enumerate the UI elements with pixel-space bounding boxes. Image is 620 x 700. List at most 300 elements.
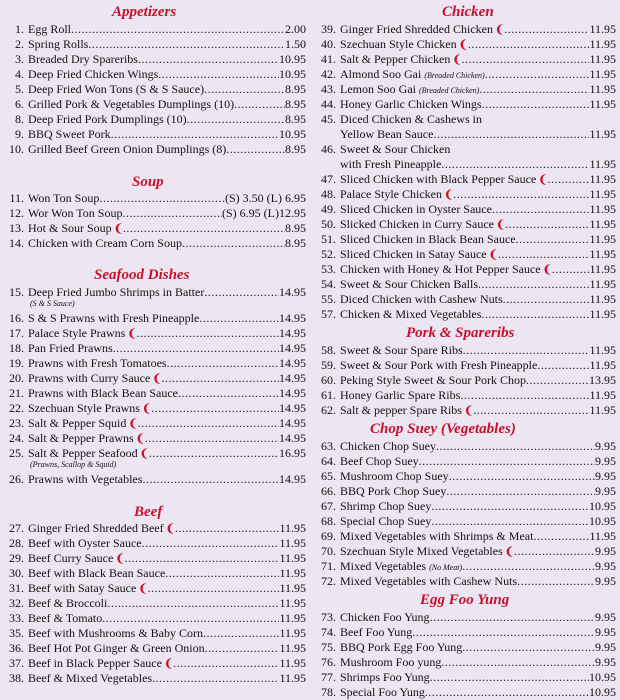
item-price: 10.95: [279, 67, 306, 81]
item-name: Wor Won Ton Soup: [28, 206, 123, 220]
item-name: Hot & Sour Soup: [28, 221, 112, 235]
dot-leader: [99, 191, 225, 205]
item-number: 3.: [15, 52, 24, 66]
item-price: 2.00: [285, 22, 306, 36]
chili-pepper-icon: ❨: [139, 448, 149, 460]
item-name: Diced Chicken & Cashews in: [340, 112, 482, 126]
item-name: Chicken Foo Yung: [340, 610, 430, 624]
menu-item: [0, 626, 306, 640]
item-number: 5.: [15, 82, 24, 96]
dot-leader: [142, 536, 280, 550]
item-name: Honey Garlic Spare Ribs: [340, 388, 461, 402]
item-price: 11.95: [589, 157, 616, 171]
menu-item: [0, 356, 306, 370]
menu-item: [314, 574, 616, 588]
item-name: S & S Prawns with Fresh Pineapple: [28, 311, 200, 325]
item-price: 8.95: [285, 142, 306, 156]
dot-leader: [175, 521, 280, 535]
item-price: 10.95: [589, 670, 616, 684]
item-price: 11.95: [589, 172, 616, 186]
item-price: 9.95: [595, 574, 616, 588]
menu-item: [314, 544, 616, 559]
dot-leader: [498, 247, 590, 261]
item-name: Won Ton Soup: [28, 191, 100, 205]
item-name: Mixed Vegetables with Cashew Nuts: [340, 574, 518, 588]
item-number: 60.: [321, 373, 336, 387]
menu-item: [0, 142, 306, 156]
dot-leader: [165, 566, 279, 580]
chili-pepper-icon: ❨: [452, 54, 462, 66]
item-price: 9.95: [595, 439, 616, 453]
item-number: 72.: [321, 574, 336, 588]
item-name: Palace Style Chicken: [340, 187, 442, 201]
item-price: 10.95: [279, 52, 306, 66]
item-number: 66.: [321, 484, 336, 498]
item-price: 11.95: [279, 536, 306, 550]
item-number: 58.: [321, 343, 336, 357]
item-name: Sliced Chicken in Satay Sauce: [340, 247, 487, 261]
menu-item: [314, 655, 616, 669]
dot-leader: [173, 656, 279, 670]
item-price: 11.95: [279, 566, 306, 580]
item-price: 14.95: [279, 431, 306, 445]
menu-item: [314, 625, 616, 639]
dot-leader: [533, 529, 589, 543]
menu-item: [314, 439, 616, 453]
item-number: 6.: [15, 97, 24, 111]
chili-pepper-icon: ❨: [128, 418, 138, 430]
dot-leader: [71, 22, 285, 36]
menu-item: [314, 67, 616, 83]
item-name: Chicken with Honey & Hot Pepper Sauce: [340, 262, 541, 276]
item-price: 8.95: [285, 236, 306, 250]
item-price: 10.95: [279, 127, 306, 141]
item-number: 24.: [9, 431, 24, 445]
menu-item: [314, 187, 616, 202]
item-number: 29.: [9, 551, 24, 565]
dot-leader: [481, 307, 589, 321]
dot-leader: [548, 172, 590, 186]
item-price: 9.95: [595, 610, 616, 624]
dot-leader: [204, 285, 279, 299]
item-name: BBQ Pork Chop Suey: [340, 484, 447, 498]
chili-pepper-icon: ❨: [152, 373, 162, 385]
dot-leader: [145, 431, 279, 445]
menu-item: [314, 277, 616, 291]
dot-leader: [473, 403, 589, 417]
dot-leader: [203, 626, 279, 640]
item-subnote: (No Meat): [429, 563, 463, 572]
item-subnote: (Breaded Chicken): [419, 86, 480, 95]
item-number: 64.: [321, 454, 336, 468]
menu-item: [0, 566, 306, 580]
item-number: 57.: [321, 307, 336, 321]
item-number: 59.: [321, 358, 336, 372]
item-name: Beef & Broccoli: [28, 596, 108, 610]
item-number: 9.: [15, 127, 24, 141]
menu-item: [0, 82, 306, 96]
item-name: Diced Chicken with Cashew Nuts: [340, 292, 503, 306]
menu-item: [0, 472, 306, 486]
item-price: 11.95: [589, 247, 616, 261]
item-name: Grilled Pork & Vegetables Dumplings (10): [28, 97, 235, 111]
menu-item: [0, 671, 306, 685]
item-name: Beef Chop Suey: [340, 454, 419, 468]
item-name: Chicken & Mixed Vegetables: [340, 307, 482, 321]
dot-leader: [526, 373, 589, 387]
item-number: 12.: [9, 206, 24, 220]
item-number: 65.: [321, 469, 336, 483]
menu-item: [314, 97, 616, 111]
item-price: 11.95: [279, 626, 306, 640]
chili-pepper-icon: ❨: [127, 328, 137, 340]
item-name: Almond Soo Gai: [340, 67, 422, 81]
dot-leader: [463, 343, 590, 357]
item-name: Slicked Chicken in Curry Sauce: [340, 217, 494, 231]
item-name: Salt & Pepper Prawns: [28, 431, 134, 445]
item-number: 21.: [9, 386, 24, 400]
dot-leader: [433, 127, 589, 141]
dot-leader: [419, 454, 595, 468]
item-number: 15.: [9, 285, 24, 299]
chili-pepper-icon: ❨: [488, 249, 498, 261]
item-number: 2.: [15, 37, 24, 51]
chili-pepper-icon: ❨: [504, 546, 514, 558]
menu-item: [314, 499, 616, 513]
menu-item: [314, 172, 616, 187]
item-price: 9.95: [595, 625, 616, 639]
item-number: 44.: [321, 97, 336, 111]
dot-leader: [503, 292, 590, 306]
menu-item: [0, 596, 306, 610]
item-name: Deep Fried Jumbo Shrimps in Batter: [28, 285, 205, 299]
menu-item: [314, 640, 616, 654]
item-price: 11.95: [589, 343, 616, 357]
dot-leader: [441, 157, 589, 171]
dot-leader: [479, 82, 589, 96]
item-name: Beef Curry Sauce: [28, 551, 114, 565]
item-name: Szechuan Style Prawns: [28, 401, 140, 415]
dot-leader: [158, 67, 279, 81]
menu-item: [0, 311, 306, 325]
menu-item: [314, 157, 616, 171]
chili-pepper-icon: ❨: [115, 553, 125, 565]
item-price: 10.95: [589, 685, 616, 699]
item-name: Peking Style Sweet & Sour Pork Chop: [340, 373, 527, 387]
item-number: 43.: [321, 82, 336, 96]
item-name: Beef with Oyster Sauce: [28, 536, 142, 550]
dot-leader: [226, 142, 285, 156]
item-number: 16.: [9, 311, 24, 325]
item-price: (S) 3.50 (L) 6.95: [225, 191, 306, 205]
item-name: Deep Fried Pork Dumplings (10): [28, 112, 187, 126]
dot-leader: [107, 596, 279, 610]
menu-item: [314, 559, 616, 575]
item-name: Beef & Mixed Vegetables: [28, 671, 153, 685]
section-heading-chop-suey-vegetables: Chop Suey (Vegetables): [370, 421, 516, 437]
dot-leader: [182, 236, 285, 250]
item-number: 49.: [321, 202, 336, 216]
item-price: 11.95: [589, 22, 616, 36]
item-name: Sliced Chicken with Black Pepper Sauce: [340, 172, 537, 186]
item-name: Breaded Dry Spareribs: [28, 52, 138, 66]
section-heading-egg-foo-yung: Egg Foo Yung: [420, 592, 510, 608]
dot-leader: [431, 514, 589, 528]
item-number: 52.: [321, 247, 336, 261]
item-price: 11.95: [589, 262, 616, 276]
item-name: BBQ Pork Egg Foo Yung: [340, 640, 463, 654]
item-price: 14.95: [279, 416, 306, 430]
menu-item: [314, 202, 616, 216]
menu-item: [0, 551, 306, 566]
item-name: Grilled Beef Green Onion Dumplings (8): [28, 142, 227, 156]
item-number: 11.: [9, 191, 24, 205]
item-number: 28.: [9, 536, 24, 550]
item-name: Egg Roll: [28, 22, 72, 36]
chili-pepper-icon: ❨: [163, 658, 174, 670]
item-price: 11.95: [279, 611, 306, 625]
item-price: 8.95: [285, 82, 306, 96]
item-price: 9.95: [595, 544, 616, 558]
item-name: Special Foo Yung: [340, 685, 425, 699]
dot-leader: [516, 232, 590, 246]
item-price: 9.95: [595, 640, 616, 654]
item-number: 47.: [321, 172, 336, 186]
item-name: Prawns with Fresh Tomatoes: [28, 356, 167, 370]
menu-item: [0, 341, 306, 355]
menu-item: [0, 326, 306, 341]
item-price: 10.95: [589, 514, 616, 528]
chili-pepper-icon: ❨: [495, 219, 506, 231]
item-number: 38.: [9, 671, 24, 685]
menu-item: [314, 127, 616, 141]
dot-leader: [441, 655, 595, 669]
chili-pepper-icon: ❨: [463, 405, 474, 417]
item-name: Mushroom Chop Suey: [340, 469, 449, 483]
dot-leader: [142, 472, 279, 486]
dot-leader: [436, 439, 595, 453]
menu-item: [0, 581, 306, 596]
item-price: 11.95: [589, 82, 616, 96]
menu-item: [314, 469, 616, 483]
item-name: Shrimp Chop Suey: [340, 499, 432, 513]
menu-item: [314, 247, 616, 262]
item-name: Szechuan Style Mixed Vegetables: [340, 544, 503, 558]
dot-leader: [449, 469, 595, 483]
dot-leader: [187, 112, 285, 126]
item-price: 11.95: [589, 277, 616, 291]
menu-item: [314, 142, 616, 156]
item-name: Beef Hot Pot Ginger & Green Onion: [28, 641, 205, 655]
menu-item: [314, 514, 616, 528]
item-name: Beef Foo Yung: [340, 625, 413, 639]
chili-pepper-icon: ❨: [138, 583, 148, 595]
item-number: 22.: [9, 401, 24, 415]
item-price: (S) 6.95 (L)12.95: [222, 206, 306, 220]
menu-item: [0, 446, 306, 461]
item-number: 18.: [9, 341, 24, 355]
menu-item: [0, 536, 306, 550]
item-name: Beef & Tomato: [28, 611, 103, 625]
item-number: 48.: [321, 187, 336, 201]
item-number: 20.: [9, 371, 24, 385]
dot-leader: [478, 277, 589, 291]
dot-leader: [148, 581, 280, 595]
item-number: 61.: [321, 388, 336, 402]
dot-leader: [113, 341, 279, 355]
dot-leader: [425, 685, 589, 699]
item-price: 11.95: [279, 641, 306, 655]
item-number: 17.: [9, 326, 24, 340]
item-name: Salt & pepper Spare Ribs: [340, 403, 462, 417]
item-name: Salt & Pepper Chicken: [340, 52, 451, 66]
chili-pepper-icon: ❨: [141, 403, 152, 415]
item-price: 11.95: [589, 67, 616, 81]
menu-item: [0, 67, 306, 81]
menu-item: [0, 386, 306, 400]
item-price: 14.95: [279, 356, 306, 370]
menu-item: [314, 52, 616, 67]
item-note: (Prawns, Scallop & Squid): [30, 460, 117, 469]
item-name: Sweet & Sour Spare Ribs: [340, 343, 463, 357]
dot-leader: [199, 311, 279, 325]
menu-item: [0, 206, 306, 220]
item-number: 63.: [321, 439, 336, 453]
item-name: Sliced Chicken in Black Bean Sauce: [340, 232, 516, 246]
item-name: BBQ Sweet Pork: [28, 127, 111, 141]
menu-item: [0, 37, 306, 51]
item-price: 8.95: [285, 112, 306, 126]
dot-leader: [504, 22, 589, 36]
item-number: 1.: [15, 22, 24, 36]
item-number: 10.: [9, 142, 24, 156]
item-price: 11.95: [279, 656, 306, 670]
menu-item: [314, 373, 616, 387]
dot-leader: [152, 671, 279, 685]
item-price: 11.95: [589, 403, 616, 417]
item-name: Prawns with Curry Sauce: [28, 371, 151, 385]
section-heading-chicken: Chicken: [442, 4, 494, 20]
item-name: Deep Fried Won Tons (S & S Sauce): [28, 82, 205, 96]
item-number: 78.: [321, 685, 336, 699]
item-price: 11.95: [589, 529, 616, 543]
item-number: 46.: [321, 142, 336, 156]
item-name: Chicken with Cream Corn Soup: [28, 236, 182, 250]
item-number: 35.: [9, 626, 24, 640]
menu-item: [314, 529, 616, 543]
item-price: 11.95: [589, 388, 616, 402]
item-name: with Fresh Pineapple: [340, 157, 442, 171]
item-number: 68.: [321, 514, 336, 528]
dot-leader: [102, 611, 279, 625]
menu-item: [0, 285, 306, 299]
item-name: Beef with Black Bean Sauce: [28, 566, 166, 580]
dot-leader: [138, 416, 279, 430]
item-number: 73.: [321, 610, 336, 624]
chili-pepper-icon: ❨: [542, 264, 552, 276]
chili-pepper-icon: ❨: [494, 24, 505, 36]
dot-leader: [514, 544, 595, 558]
dot-leader: [468, 37, 590, 51]
item-number: 42.: [321, 67, 336, 81]
dot-leader: [537, 358, 589, 372]
dot-leader: [552, 262, 590, 276]
item-number: 70.: [321, 544, 336, 558]
item-number: 33.: [9, 611, 24, 625]
item-price: 11.95: [279, 521, 306, 535]
menu-item: [314, 232, 616, 246]
menu-item: [0, 97, 306, 111]
item-price: 16.95: [279, 446, 306, 460]
item-number: 71.: [321, 559, 336, 573]
menu-item: [0, 22, 306, 36]
menu-item: [314, 685, 616, 699]
dot-leader: [234, 97, 285, 111]
dot-leader: [111, 127, 279, 141]
item-number: 54.: [321, 277, 336, 291]
menu-item: [314, 388, 616, 402]
item-price: 9.95: [595, 559, 616, 573]
item-number: 23.: [9, 416, 24, 430]
item-name: Beef in Black Pepper Sauce: [28, 656, 162, 670]
chili-pepper-icon: ❨: [458, 39, 468, 51]
dot-leader: [462, 559, 595, 573]
item-number: 19.: [9, 356, 24, 370]
item-price: 10.95: [589, 499, 616, 513]
item-number: 67.: [321, 499, 336, 513]
item-price: 11.95: [589, 307, 616, 321]
menu-item: [314, 37, 616, 52]
dot-leader: [431, 499, 589, 513]
dot-leader: [138, 52, 279, 66]
item-price: 14.95: [279, 326, 306, 340]
menu-item: [314, 22, 616, 37]
menu-item: [0, 401, 306, 416]
item-name: Chicken Chop Suey: [340, 439, 436, 453]
dot-leader: [125, 551, 280, 565]
dot-leader: [517, 574, 595, 588]
item-number: 62.: [321, 403, 336, 417]
menu-item: [0, 52, 306, 66]
menu-item: [0, 191, 306, 205]
item-name: Prawns with Black Bean Sauce: [28, 386, 178, 400]
item-price: 11.95: [279, 551, 306, 565]
dot-leader: [430, 610, 595, 624]
item-name: Salt & Pepper Seafood: [28, 446, 138, 460]
item-price: 11.95: [589, 127, 616, 141]
menu-item: [314, 358, 616, 372]
menu-item: [0, 371, 306, 386]
item-number: 30.: [9, 566, 24, 580]
dot-leader: [88, 37, 285, 51]
item-name: Honey Garlic Chicken Wings: [340, 97, 482, 111]
item-price: 11.95: [589, 292, 616, 306]
item-price: 14.95: [279, 311, 306, 325]
item-price: 11.95: [589, 217, 616, 231]
item-name: Szechuan Style Chicken: [340, 37, 457, 51]
item-number: 74.: [321, 625, 336, 639]
item-price: 14.95: [279, 285, 306, 299]
chili-pepper-icon: ❨: [443, 189, 454, 201]
item-price: 11.95: [589, 202, 616, 216]
section-heading-pork-spareribs: Pork & Spareribs: [406, 325, 515, 341]
item-price: 9.95: [595, 469, 616, 483]
dot-leader: [167, 356, 279, 370]
menu-item: [0, 236, 306, 250]
item-number: 39.: [321, 22, 336, 36]
item-name: Spring Rolls: [28, 37, 89, 51]
item-number: 8.: [15, 112, 24, 126]
